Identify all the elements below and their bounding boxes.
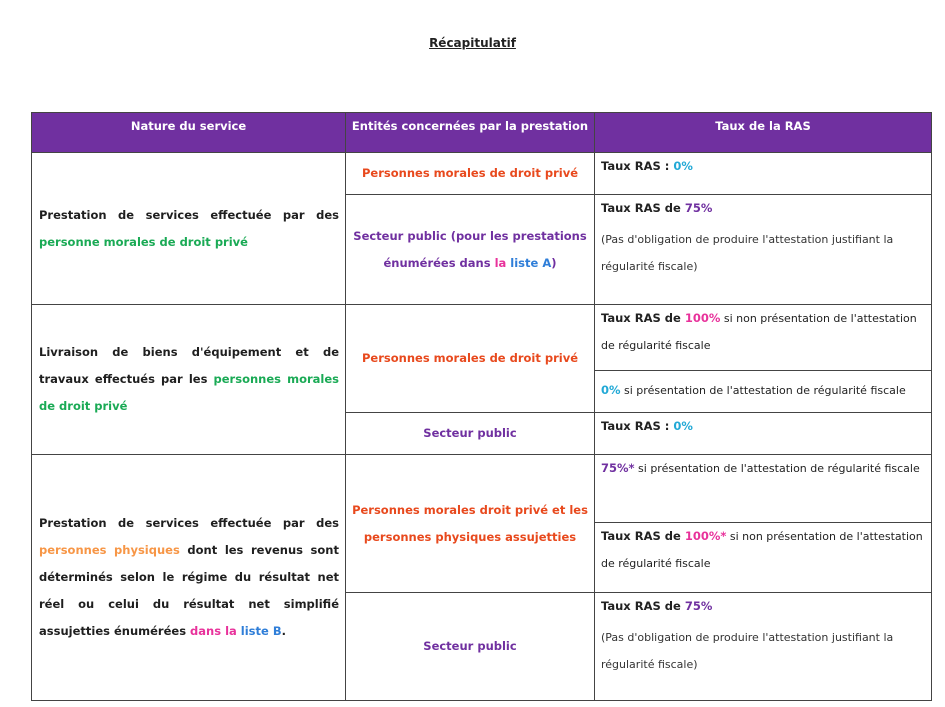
entity-la: la: [494, 255, 507, 270]
taux-cell: [595, 455, 932, 523]
entity-liste: liste A: [506, 255, 552, 270]
taux-value: 75%*: [601, 461, 635, 475]
nature-cell-2: [32, 305, 346, 455]
taux-text: si présentation de l'attestation de régularité fiscale: [620, 384, 906, 397]
nature-text: Prestation de services effectuée par des: [39, 516, 339, 530]
taux-label: Taux RAS de: [601, 311, 685, 325]
nature-liste: liste B: [236, 624, 282, 638]
taux-label: Taux RAS de: [601, 529, 685, 543]
nature-text: Prestation de services effectuée par des: [39, 207, 339, 222]
taux-cell: [595, 153, 932, 195]
taux-note: (Pas d'obligation de produire l'attestation justifiant la régularité fiscale): [601, 631, 894, 671]
taux-label: Taux RAS :: [601, 159, 674, 173]
taux-cell: [595, 593, 932, 701]
nature-dot: .: [281, 624, 286, 638]
entity-cell: Personnes morales de droit privé: [346, 153, 595, 195]
taux-cell: [595, 523, 932, 593]
taux-cell: [595, 371, 932, 413]
table-row: [32, 153, 932, 195]
nature-text-2: dont les revenus sont déterminés selon le régime du résultat net réel ou celui du résultat net simplifié assujetties énumérées: [39, 543, 339, 638]
taux-value: 100%: [684, 311, 721, 325]
table-row: [32, 455, 932, 523]
taux-cell: [595, 195, 932, 305]
nature-cell-1: [32, 153, 346, 305]
taux-value: 100%*: [684, 529, 727, 543]
nature-cell-3: [32, 455, 346, 701]
table-row: [32, 305, 932, 371]
taux-cell: [595, 305, 932, 371]
entity-cell: Personnes morales droit privé et les personnes physiques assujetties: [346, 455, 595, 593]
taux-cell: [595, 413, 932, 455]
nature-highlight: personnes physiques: [39, 543, 180, 557]
taux-note: (Pas d'obligation de produire l'attestation justifiant la régularité fiscale): [601, 233, 894, 273]
taux-label: Taux RAS de: [601, 599, 685, 613]
entity-paren: ): [551, 255, 557, 270]
page-title: Récapitulatif: [429, 36, 516, 50]
entity-cell: Personnes morales de droit privé: [346, 305, 595, 413]
taux-label: Taux RAS de: [601, 201, 685, 215]
nature-text: Livraison de biens d'équipement et de travaux effectués par les: [39, 345, 339, 386]
taux-text: si présentation de l'attestation de régularité fiscale: [634, 462, 920, 475]
entity-text: Secteur public (pour les prestations énumérées dans: [353, 228, 587, 270]
taux-value: 75%: [684, 599, 713, 613]
taux-value: 0%: [673, 419, 693, 433]
taux-text: si non présentation de l'attestation de régularité fiscale: [601, 312, 917, 352]
entity-cell: Secteur public: [346, 413, 595, 455]
taux-text: si non présentation de l'attestation de régularité fiscale: [601, 530, 923, 570]
nature-highlight: personnes morales de droit privé: [39, 372, 339, 413]
summary-table: [31, 112, 932, 701]
taux-label: Taux RAS :: [601, 419, 674, 433]
nature-highlight: personne morales de droit privé: [39, 234, 248, 249]
taux-value: 0%: [601, 383, 621, 397]
header-taux: Taux de la RAS: [595, 113, 932, 153]
entity-cell: [346, 195, 595, 305]
header-row: [32, 113, 932, 153]
nature-dans-la: dans la: [190, 624, 237, 638]
taux-value: 0%: [673, 159, 693, 173]
header-entites: Entités concernées par la prestation: [346, 113, 595, 153]
taux-value: 75%: [684, 201, 713, 215]
entity-cell: Secteur public: [346, 593, 595, 701]
header-nature: Nature du service: [32, 113, 346, 153]
